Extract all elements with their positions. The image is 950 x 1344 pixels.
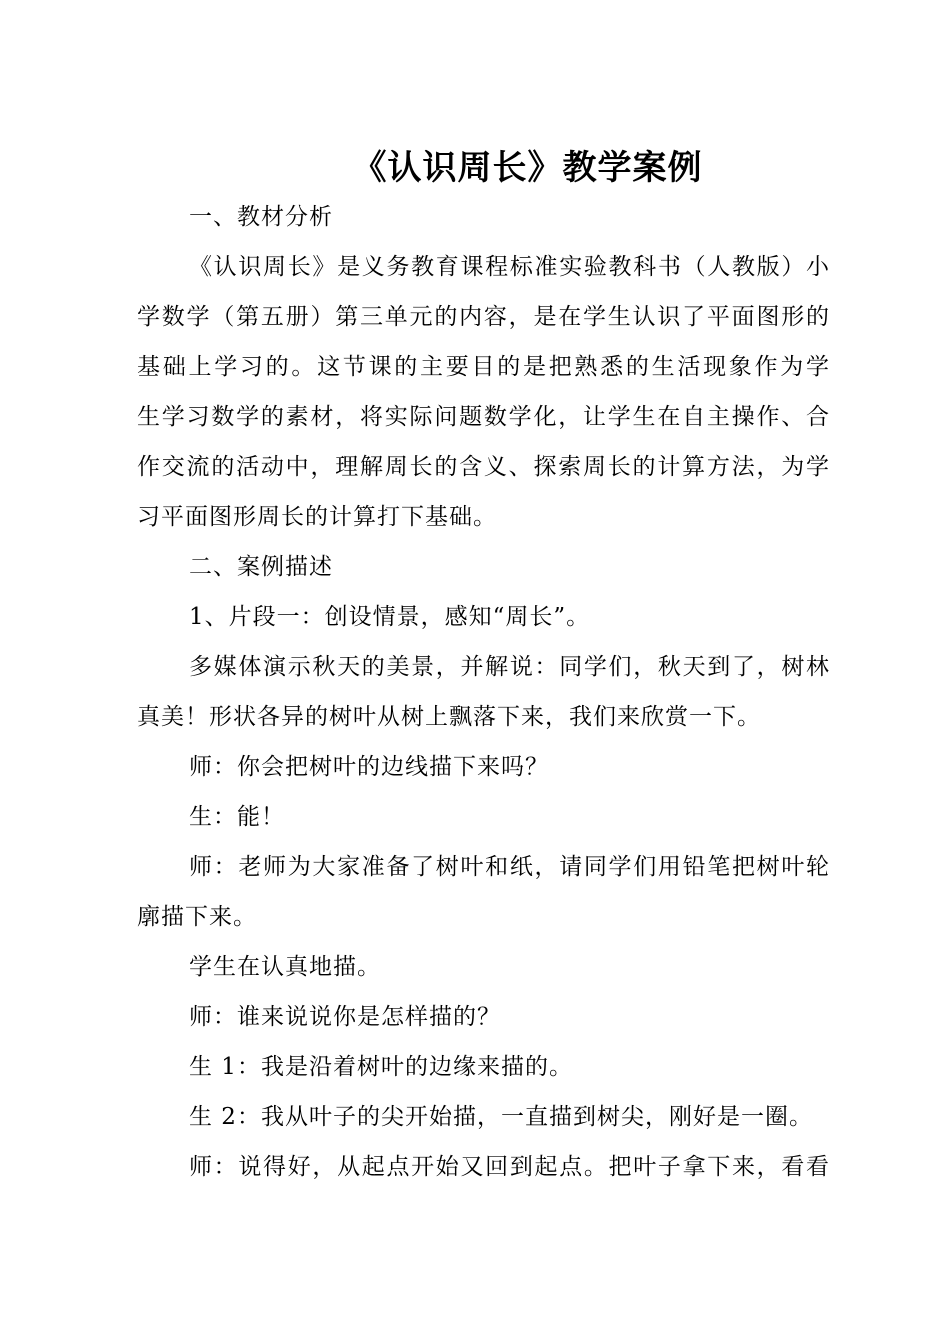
dialogue-line: 生：能！ [189,804,285,830]
section-heading-2: 二、案例描述 [189,554,333,580]
dialogue-line: 师：说得好，从起点开始又回到起点。把叶子拿下来，看看 [189,1154,830,1180]
activity-line: 学生在认真地描。 [189,954,381,980]
dialogue-line: 师：谁来说说你是怎样描的？ [189,1004,501,1030]
paragraph-line: 多媒体演示秋天的美景，并解说：同学们，秋天到了，树林 [189,654,830,680]
dialogue-line: 生 1：我是沿着树叶的边缘来描的。 [189,1054,573,1080]
dialogue-line: 师：你会把树叶的边线描下来吗？ [189,754,549,780]
paragraph-line: 生学习数学的素材，将实际问题数学化，让学生在自主操作、合 [137,404,830,430]
paragraph-line: 习平面图形周长的计算打下基础。 [137,504,497,530]
fragment-heading: 1、片段一：创设情景，感知“周长”。 [189,604,591,630]
paragraph-line: 真美！形状各异的树叶从树上飘落下来，我们来欣赏一下。 [137,704,761,730]
dialogue-line: 师：老师为大家准备了树叶和纸，请同学们用铅笔把树叶轮 [189,854,830,880]
paragraph-line: 学数学（第五册）第三单元的内容，是在学生认识了平面图形的 [137,304,830,330]
dialogue-line: 廓描下来。 [137,904,257,930]
document-title: 《认识周长》教学案例 [352,148,703,188]
section-heading-1: 一、教材分析 [189,204,333,230]
paragraph-line: 作交流的活动中，理解周长的含义、探索周长的计算方法，为学 [137,454,830,480]
paragraph-line: 基础上学习的。这节课的主要目的是把熟悉的生活现象作为学 [137,354,830,380]
paragraph-line: 《认识周长》是义务教育课程标准实验教科书（人教版）小 [189,254,830,280]
dialogue-line: 生 2：我从叶子的尖开始描，一直描到树尖，刚好是一圈。 [189,1104,813,1130]
